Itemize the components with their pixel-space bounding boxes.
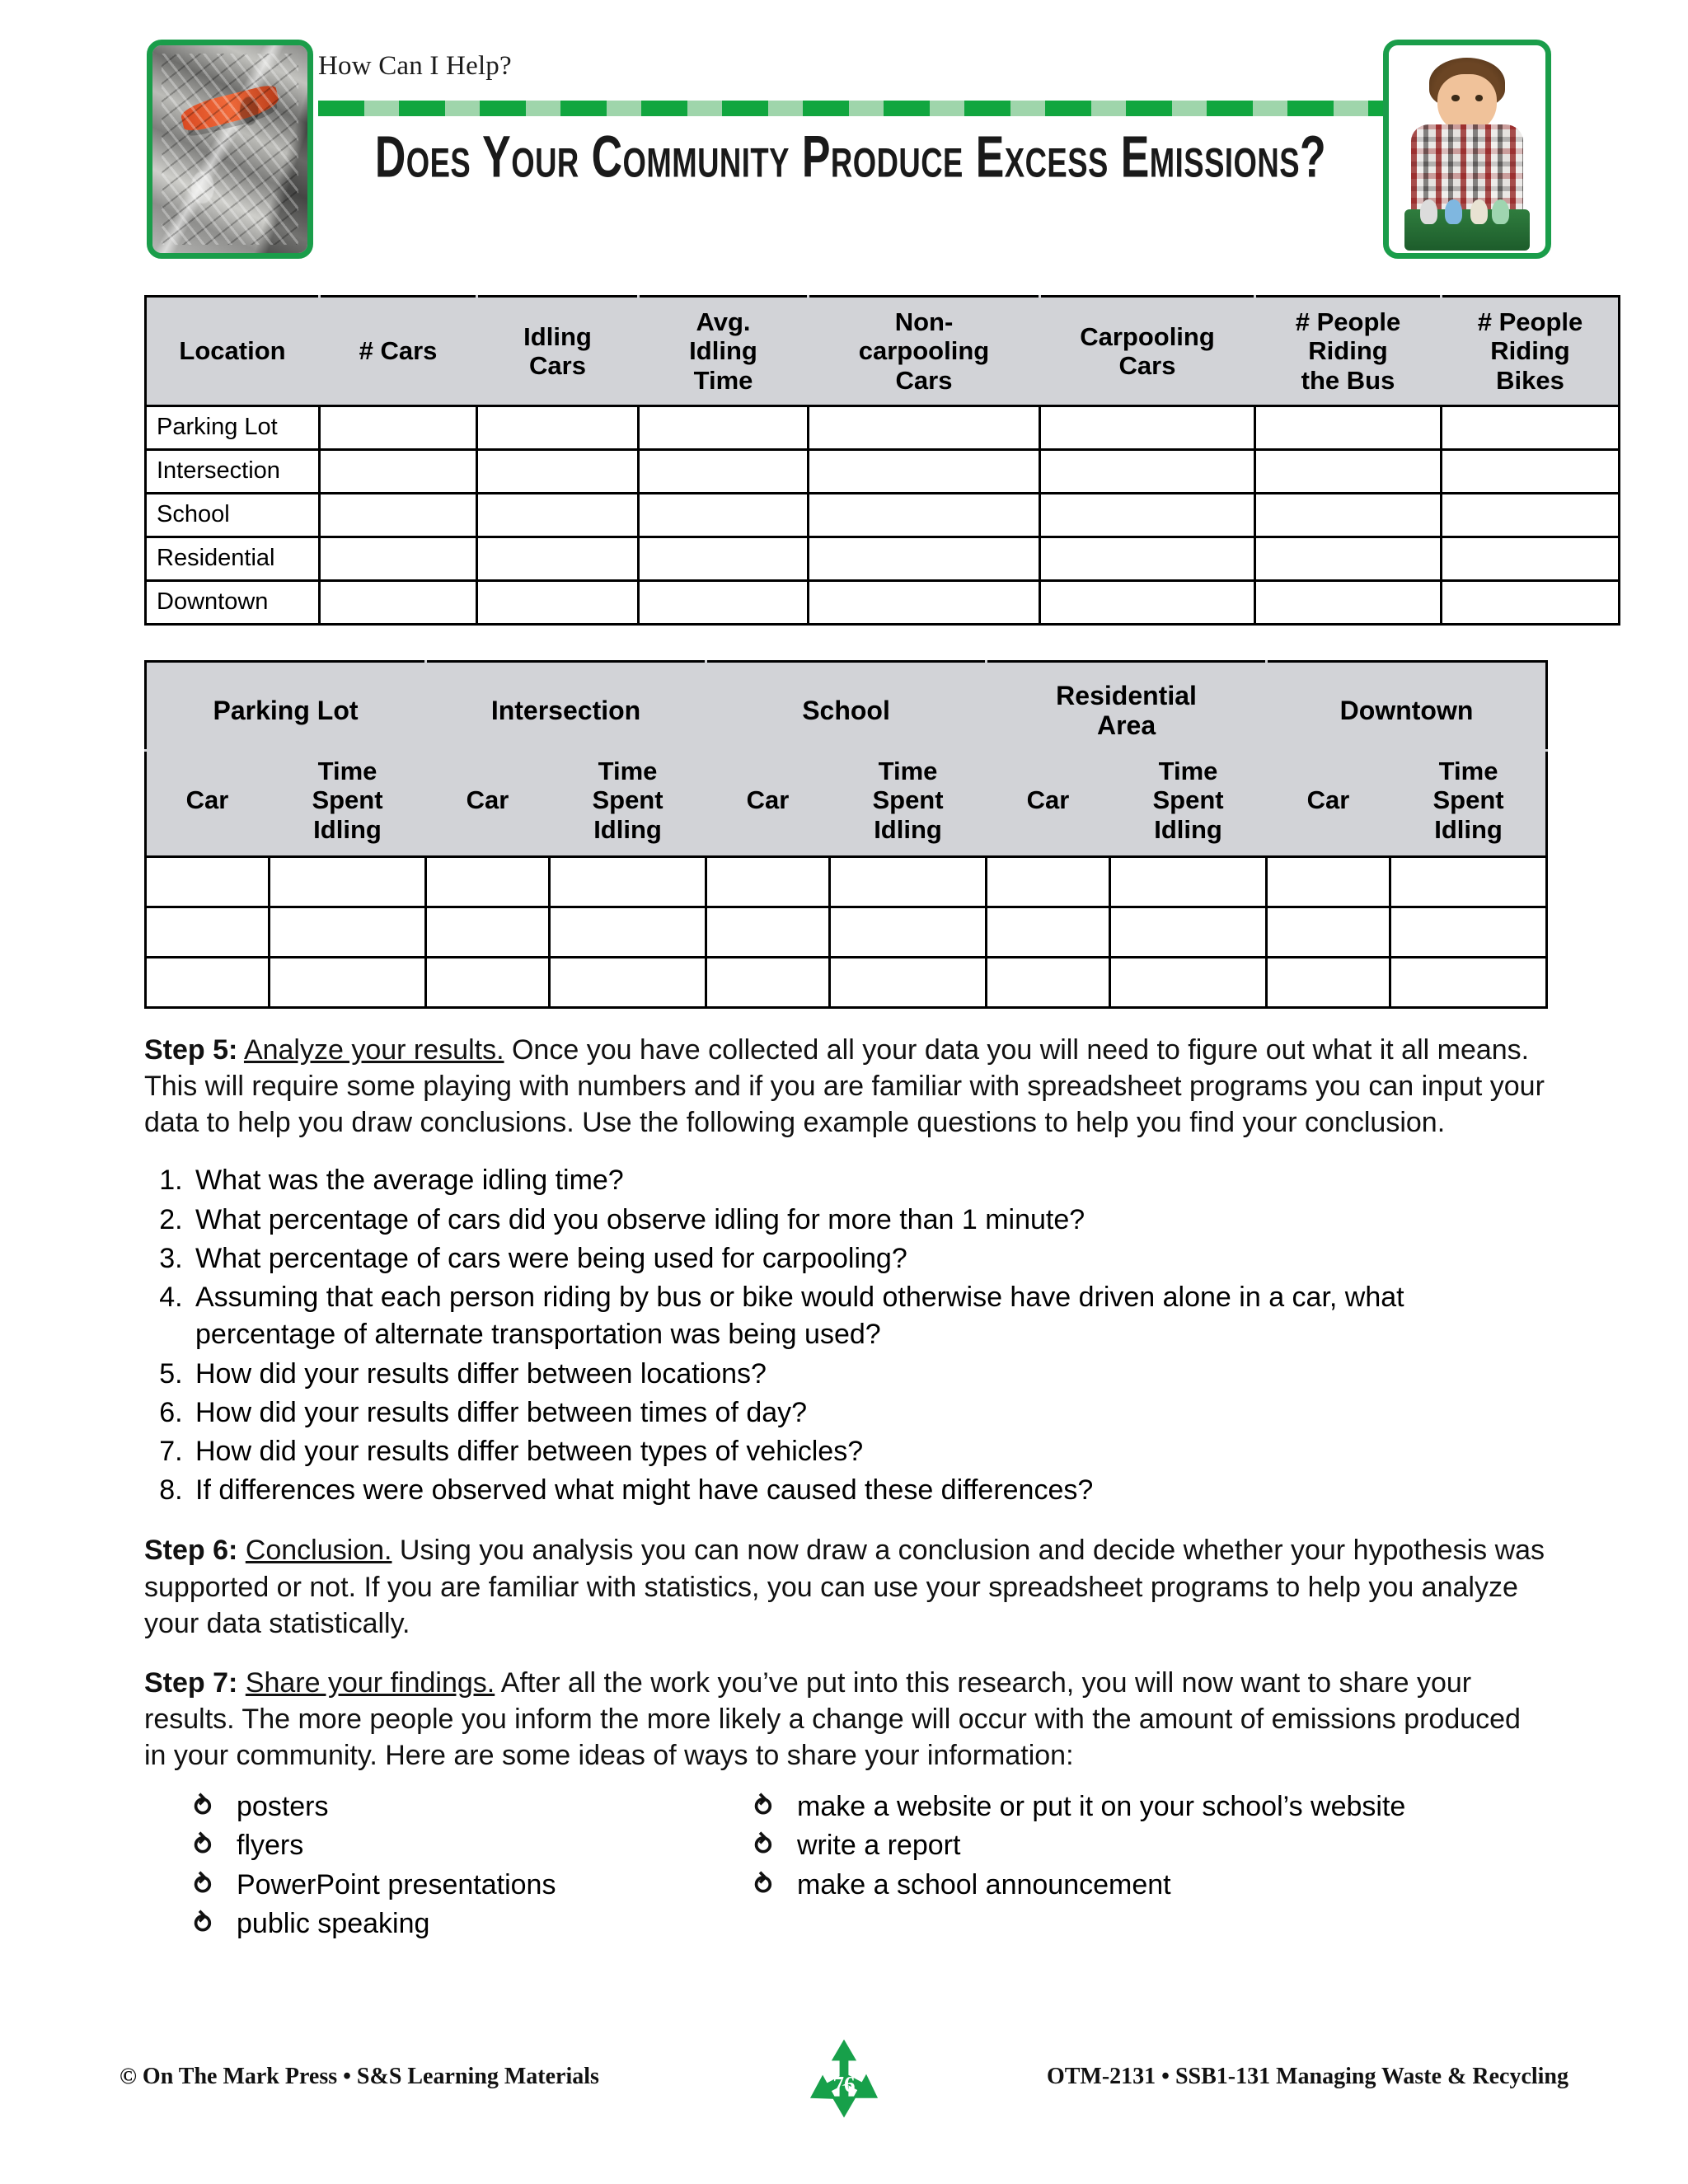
table1-cell[interactable]	[1255, 405, 1442, 449]
table1-cell[interactable]	[1255, 449, 1442, 493]
boy-with-recycling-bin-photo	[1383, 40, 1551, 259]
table2-cell[interactable]	[270, 957, 426, 1007]
table1-row-label: School	[146, 493, 320, 537]
list-item: 6. How did your results differ between times of day?	[190, 1394, 1545, 1432]
header-line: # People	[1295, 307, 1401, 336]
table1-cell[interactable]	[320, 493, 477, 537]
table1-col-idling-cars	[477, 297, 639, 406]
table1-cell[interactable]	[1040, 405, 1255, 449]
table2-cell[interactable]	[270, 907, 426, 957]
table1-cell[interactable]	[477, 580, 639, 624]
header-line: Cars	[1118, 350, 1176, 380]
table2-cell[interactable]	[830, 856, 987, 907]
table2-cell[interactable]	[146, 957, 270, 1007]
header-line: Idling	[689, 336, 757, 366]
step-7-body: After all the work you’ve put into this research, you will now want to share your results. The more people you inform the more likely a change will occur with the amount of emissions produced in your community. Here are some ideas of ways to share your information:	[144, 1667, 1521, 1772]
table2-cell[interactable]	[1267, 856, 1390, 907]
table2-subcol-time-spent-idling	[1390, 750, 1547, 856]
table1-cell[interactable]	[477, 537, 639, 580]
share-idea-label: posters	[237, 1790, 329, 1822]
table2-cell[interactable]	[706, 907, 830, 957]
table2-subcol-time-spent-idling	[830, 750, 987, 856]
header-line: Intersection	[490, 696, 641, 726]
table2-cell[interactable]	[1267, 907, 1390, 957]
table1-cell[interactable]	[639, 537, 809, 580]
header-line: Idling	[1434, 814, 1503, 844]
header-line: Cars	[529, 350, 586, 380]
step-6-body: Using you analysis you can now draw a conclusion and decide whether your hypothesis was supported or not. If you are familiar with statistics, you can use your spreadsheet programs to help you analyze your data statistically.	[144, 1535, 1545, 1639]
share-ideas-right-column	[754, 1788, 1496, 1944]
table2-head	[146, 661, 1547, 856]
table1-cell[interactable]	[477, 493, 639, 537]
list-item: 5. How did your results differ between locations?	[190, 1356, 1545, 1393]
header-line: # People	[1477, 307, 1583, 336]
header-line: School	[802, 696, 890, 726]
step-6-paragraph	[144, 1532, 1545, 1642]
table1-cell[interactable]	[809, 493, 1040, 537]
table1-cell[interactable]	[1040, 493, 1255, 537]
bottle-icon	[1420, 199, 1437, 224]
share-idea-label: PowerPoint presentations	[237, 1868, 556, 1900]
table2-group-header-row	[146, 661, 1547, 750]
share-ideas-columns	[144, 1788, 1545, 1944]
boy-eye-left	[1451, 95, 1460, 101]
header-line: Area	[1096, 710, 1156, 741]
table2-cell[interactable]	[706, 957, 830, 1007]
table-row	[146, 957, 1547, 1007]
table1-cell[interactable]	[809, 580, 1040, 624]
table1-cell[interactable]	[639, 405, 809, 449]
footer-product-code: OTM-2131 • SSB1-131 Managing Waste & Recycling	[1046, 2064, 1568, 2089]
list-item: 1. What was the average idling time?	[190, 1162, 1545, 1199]
header-line: carpooling	[858, 336, 990, 366]
table-row	[146, 493, 1620, 537]
header-line: Bikes	[1496, 365, 1564, 395]
step-7-underlined: Share your findings.	[245, 1667, 495, 1699]
header-line: Riding	[1308, 336, 1388, 366]
table2-cell[interactable]	[550, 907, 706, 957]
list-item	[754, 1826, 1496, 1866]
header-line: Idling	[874, 814, 942, 844]
arrow-bullet-icon: ⥁	[754, 1791, 772, 1821]
header-line: Idling	[593, 814, 662, 844]
list-item: 3. What percentage of cars were being used for carpooling?	[190, 1240, 1545, 1277]
header-line: Downtown	[1339, 696, 1474, 726]
table1-cell[interactable]	[639, 580, 809, 624]
table1-cell[interactable]	[1442, 405, 1620, 449]
table2-cell[interactable]	[987, 907, 1110, 957]
header-line: Spent	[312, 785, 383, 815]
header-line: Spent	[872, 785, 944, 815]
header-line: Non-	[894, 307, 954, 336]
table2-subcol-time-spent-idling	[270, 750, 426, 856]
header-line: Car	[746, 785, 790, 815]
share-idea-label: make a website or put it on your school’s website	[797, 1790, 1406, 1822]
header-line: Residential	[1056, 680, 1197, 710]
page-footer	[120, 2034, 1568, 2125]
header-line: Time	[598, 756, 658, 785]
step-6-label: Step 6:	[144, 1535, 238, 1567]
table1-cell[interactable]	[1255, 580, 1442, 624]
header-line: Idling	[313, 814, 382, 844]
table2-cell[interactable]	[1110, 907, 1267, 957]
bottle-icon	[1470, 199, 1488, 224]
table2-cell[interactable]	[426, 957, 550, 1007]
header-line: Car	[466, 785, 509, 815]
arrow-bullet-icon: ⥁	[194, 1869, 212, 1900]
page-number: 76	[832, 2072, 856, 2097]
table2-cell[interactable]	[987, 957, 1110, 1007]
table1-cell[interactable]	[477, 449, 639, 493]
table2-cell[interactable]	[550, 856, 706, 907]
header-line: Location	[179, 336, 286, 366]
table1-head	[146, 297, 1620, 406]
header-line: # Cars	[359, 336, 438, 366]
table1-col-carpooling-cars	[1040, 297, 1255, 406]
header-kicker: How Can I Help?	[318, 51, 512, 81]
table2-cell[interactable]	[426, 856, 550, 907]
table1-cell[interactable]	[639, 493, 809, 537]
header-line: Time	[693, 365, 753, 395]
header-line: Carpooling	[1080, 321, 1215, 351]
table1-row-label: Intersection	[146, 449, 320, 493]
table2-cell[interactable]	[1110, 856, 1267, 907]
arrow-bullet-icon: ⥁	[194, 1909, 212, 1939]
list-item: 7. How did your results differ between types of vehicles?	[190, 1433, 1545, 1470]
list-item	[194, 1788, 705, 1827]
page-title: Does Your Community Produce Excess Emissions?	[374, 124, 1327, 190]
header-line: Spent	[1152, 785, 1224, 815]
list-item	[194, 1905, 705, 1944]
table1-cell[interactable]	[320, 449, 477, 493]
step-6-underlined: Conclusion.	[245, 1535, 392, 1567]
header-line: Idling	[1154, 814, 1222, 844]
table2-cell[interactable]	[706, 856, 830, 907]
table1-cell[interactable]	[1040, 449, 1255, 493]
table1-col-people-riding-bikes	[1442, 297, 1620, 406]
table1-col-location	[146, 297, 320, 406]
table1-cell[interactable]	[1442, 449, 1620, 493]
header-line: Idling	[523, 321, 592, 351]
table2-body	[146, 856, 1547, 1007]
table2-cell[interactable]	[830, 907, 987, 957]
header-dashed-rule	[318, 101, 1383, 116]
header-line: Time	[1438, 756, 1498, 785]
table2-cell[interactable]	[1110, 957, 1267, 1007]
table2-cell[interactable]	[426, 907, 550, 957]
table1-cell[interactable]	[1442, 493, 1620, 537]
table2-group-school	[706, 661, 987, 750]
table1-cell[interactable]	[320, 580, 477, 624]
table2-subcol-time-spent-idling	[550, 750, 706, 856]
list-item	[194, 1826, 705, 1866]
boy-illustration	[1389, 45, 1545, 253]
header-line: Riding	[1490, 336, 1570, 366]
arrow-bullet-icon: ⥁	[194, 1791, 212, 1821]
header-line: Spent	[1432, 785, 1504, 815]
step-5-underlined: Analyze your results.	[243, 1033, 504, 1066]
share-idea-label: write a report	[797, 1830, 961, 1862]
table-row	[146, 580, 1620, 624]
step-5-body: Once you have collected all your data you will need to figure out what it all means. This will require some playing with numbers and if you are familiar with spreadsheet programs you can input your data to help you draw conclusions. Use the following example questions to help you find your conclusion.	[144, 1033, 1545, 1139]
share-idea-label: flyers	[237, 1830, 304, 1862]
table1-cell[interactable]	[639, 449, 809, 493]
table2-subcol-car	[426, 750, 550, 856]
table1-cell[interactable]	[809, 449, 1040, 493]
bottle-icon	[1445, 199, 1462, 224]
arrow-bullet-icon: ⥁	[194, 1830, 212, 1861]
table2-group-intersection	[426, 661, 706, 750]
header-line: Cars	[895, 365, 953, 395]
table2-sub-header-row	[146, 750, 1547, 856]
table1-cell[interactable]	[477, 405, 639, 449]
list-item	[194, 1866, 705, 1905]
table2-subcol-time-spent-idling	[1110, 750, 1267, 856]
header-line: Avg.	[696, 307, 751, 336]
share-idea-label: make a school announcement	[797, 1868, 1171, 1900]
table1-cell[interactable]	[1255, 537, 1442, 580]
boy-eye-right	[1475, 95, 1484, 101]
instructions-content	[144, 1032, 1545, 1944]
list-item: 8. If differences were observed what might have caused these differences?	[190, 1472, 1545, 1509]
table1-row-label: Parking Lot	[146, 405, 320, 449]
list-item: 2. What percentage of cars did you observe idling for more than 1 minute?	[190, 1202, 1545, 1239]
header-line: Spent	[592, 785, 663, 815]
analysis-questions-list	[144, 1162, 1545, 1509]
table2-cell[interactable]	[550, 957, 706, 1007]
table1-cell[interactable]	[1040, 537, 1255, 580]
share-idea-label: public speaking	[237, 1908, 430, 1940]
table1-body	[146, 405, 1620, 624]
table2-cell[interactable]	[987, 856, 1110, 907]
table1-cell[interactable]	[320, 537, 477, 580]
table1-cell[interactable]	[1040, 580, 1255, 624]
table2-subcol-car	[146, 750, 270, 856]
list-item: 4. Assuming that each person riding by bus or bike would otherwise have driven alone in a car, what percentage of alternate transportation was being used?	[190, 1279, 1545, 1353]
table-row	[146, 405, 1620, 449]
header-line: Car	[1306, 785, 1350, 815]
table2-cell[interactable]	[1267, 957, 1390, 1007]
footer-copyright: © On The Mark Press • S&S Learning Materials	[120, 2064, 599, 2089]
table2-subcol-car	[1267, 750, 1390, 856]
table2-cell[interactable]	[830, 957, 987, 1007]
table-row	[146, 537, 1620, 580]
header-line: Time	[317, 756, 377, 785]
table1-row-label: Downtown	[146, 580, 320, 624]
scrap-metal-image	[152, 45, 307, 253]
table2-cell[interactable]	[1390, 856, 1547, 907]
table-row	[146, 856, 1547, 907]
bottle-icon	[1492, 199, 1509, 224]
table1-col-people-riding-bus	[1255, 297, 1442, 406]
step-7-paragraph	[144, 1665, 1545, 1774]
table1-cell[interactable]	[1442, 537, 1620, 580]
table2-group-downtown	[1267, 661, 1547, 750]
table-row	[146, 907, 1547, 957]
table1-cell[interactable]	[1442, 580, 1620, 624]
table1-row-label: Residential	[146, 537, 320, 580]
header-line: Car	[185, 785, 229, 815]
list-item	[754, 1866, 1496, 1905]
list-item	[754, 1788, 1496, 1827]
table2-cell[interactable]	[146, 907, 270, 957]
table2-group-parking-lot	[146, 661, 426, 750]
table1-col-non-carpooling-cars	[809, 297, 1040, 406]
table2-cell[interactable]	[1390, 957, 1547, 1007]
scrap-metal-photo	[147, 40, 313, 259]
table-row	[146, 449, 1620, 493]
table1-cell[interactable]	[1255, 493, 1442, 537]
table2-subcol-car	[987, 750, 1110, 856]
header-line: Time	[1158, 756, 1218, 785]
share-ideas-left-column	[194, 1788, 705, 1944]
header-line: the Bus	[1301, 365, 1395, 395]
table1-cell[interactable]	[320, 405, 477, 449]
table1-header-row	[146, 297, 1620, 406]
step-7-label: Step 7:	[144, 1667, 238, 1699]
header-line: Car	[1026, 785, 1070, 815]
observation-summary-table	[144, 295, 1620, 626]
observation-summary-table-wrap	[144, 295, 1583, 1009]
table1-col-num-cars	[320, 297, 477, 406]
table1-cell[interactable]	[809, 537, 1040, 580]
step-5-label: Step 5:	[144, 1033, 238, 1066]
step-5-paragraph	[144, 1032, 1545, 1141]
arrow-bullet-icon: ⥁	[754, 1869, 772, 1900]
table1-col-avg-idling-time	[639, 297, 809, 406]
table2-subcol-car	[706, 750, 830, 856]
page-header	[0, 0, 1688, 223]
table2-group-residential-area	[987, 661, 1267, 750]
table2-cell[interactable]	[1390, 907, 1547, 957]
arrow-bullet-icon: ⥁	[754, 1830, 772, 1861]
header-line: Parking Lot	[213, 696, 359, 726]
table2-cell[interactable]	[146, 856, 270, 907]
idling-time-by-location-table	[144, 660, 1548, 1009]
table1-cell[interactable]	[809, 405, 1040, 449]
table2-cell[interactable]	[270, 856, 426, 907]
header-line: Time	[878, 756, 938, 785]
